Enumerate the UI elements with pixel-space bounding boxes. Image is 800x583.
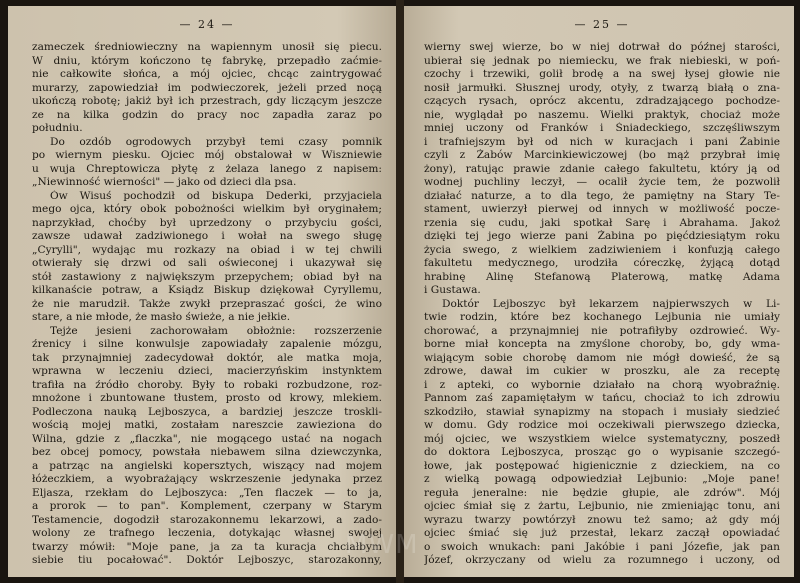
text-line: ojciec śmiał się z żartu, Lejbunio, nie zmieniając tonu, ani [424,500,780,512]
text-line: bez obcej pomocy, powstała niebawem silna dziewczynka, [32,446,382,458]
text-line: ubierał się jednak po niemiecku, we frak niebieski, w poń- [424,54,780,67]
text-line: i trafniejszym był od nich w kuracjach i pani Żabinie [424,135,780,148]
text-line: Doktór Lejboszyc był lekarzem najpierwszych w Li- [442,297,780,310]
text-line: mój ojciec, we wszystkiem wielce systematyczny, poszedł [424,432,780,445]
text-line: stare, a nie młode, że masło świeże, a nie jełkie. [32,311,291,323]
right-page [404,6,794,577]
text-line: czyli z Żabów Marcinkiewiczowej (bo mąż przybrał imię [424,149,780,161]
text-line: twie rodzin, które bez kochanego Lejbunia nie umiały [424,311,780,323]
text-line: do doktora Lejboszyca, prosząc go o wypisanie szczegó- [424,446,780,458]
watermark: MWM [345,530,419,560]
text-line: Józef, okrzyczany od wielu za rozumnego i uczony, od [424,554,780,566]
text-line: mnożone i zbuntowane tłustem, prosto od krowy, mlekiem. [32,392,382,404]
text-line: dzięki tej jego wierze pani Żabina po pięćdziesiątym roku [424,230,780,242]
text-line: W dniu, którym kończono tę fabrykę, przepadło zaćmie- [32,54,382,67]
text-line: kilkanaście potraw, a Ksiądz Biskup dziękował Cyryllemu, [32,284,382,296]
text-line: w domu. Gdy rodzice moi oczekiwali pierwszego dziecka, [424,419,780,431]
text-line: trafiła na źródło choroby. Były to robaki rozbudzone, roz- [32,378,382,391]
text-line: murarzy, zapowiedział im podwieczorek, jeżeli przed noc̨ą [32,81,382,94]
text-line: otwierały się drzwi od sali oświeconej i ukazywał się [32,257,382,269]
text-line: południu. [32,122,83,134]
text-line: po wiernym piesku. Ojciec mój obstalował w Wiszniewie [32,149,382,161]
text-line: tak przynajmniej zadecydował doktór, ale matka moja, [32,351,382,364]
text-line: i z apteki, co wybornie działało na chorą wyobraźnię. [424,378,780,391]
text-line: „Cyrylli", wydając mu rozkazy na obiad i w tej chwili [32,243,382,256]
text-line: zdrowe, dawał im cukier w proszku, ale za receptę [424,365,780,377]
text-line: stament, uwierzył pierwej od innych w możliwość pocze- [424,203,780,215]
page-number: — 25 — [574,18,630,31]
text-line: naprzykład, choćby był uprzedzony o przybyciu gości, [32,216,382,229]
text-line: wiającym sobie chorobę damom nie mógł dowieść, że są [424,351,780,364]
text-line: wprawna w leczeniu dzieci, macierzyńskim instynktem [32,365,382,377]
text-line: stół zastawiony z największym przepychem; obiad był na [32,270,382,283]
text-line: mego ojca, który obok pobożności wielkim był oryginałem; [32,203,382,215]
text-line: ojciec śmiać się już przestał, lekarz zaczął opowiadać [424,527,780,539]
text-line: źrenicy i silne konwulsje zapowiadały zapalenie mózgu, [32,338,382,350]
text-line: wierny swej wierze, bo w niej dotrwał do późnej starości, [424,41,780,53]
text-line: że nie marudził. Także zwykł przepraszać gości, że wino [32,297,382,310]
text-line: wodnej puchliny leczył, — ocalił życie tem, że pozwolił [424,176,780,188]
text-line: a prorok — to pan". Komplement, czerpany w Starym [32,500,382,512]
text-line: życia swego, z wielkiem zadziwieniem i konfuzją całego [424,243,780,256]
text-line: ukończą robotę; jakiż był ich przestrach, gdy liczącym jeszcze [32,95,382,107]
text-line: ze na kilka godzin do pracy noc zapadła zaraz po [32,108,382,121]
text-line: i Gustawa. [424,284,481,296]
text-line: Testamencie, dogodził starozakonnemu lekarzowi, a zado- [32,513,382,526]
text-line: Eljasza, rzekłam do Lejboszyca: „Ten flaczek — to ja, [32,486,382,499]
text-line: o swoich wnukach: pani Jakóbie i pani Józefie, jak pan [424,540,780,553]
page-text [32,41,382,568]
text-line: czochy i trzewiki, golił brodę a na swej łysej głowie nie [424,68,780,80]
text-line: łowe, jak postępować higienicznie z dzieckiem, na co [424,459,780,472]
text-line: Ów Wisuś pochodził od biskupa Dederki, przyjaciela [50,189,382,202]
text-line: u wuja Chreptowicza płytę z żelaza lanego z napisem: [32,162,382,175]
text-line: Do ozdób ogrodowych przybył temi czasy pomnik [50,135,382,148]
text-line: a patrząc na angielski kopersztych, wiszący nad mojem [32,459,382,472]
text-line: chorować, a przynajmniej nie potrafiłyby ozdrowieć. Wy- [424,324,780,337]
page-text [424,41,780,568]
text-line: Tejże jesieni zachorowałam obłożnie: rozszerzenie [50,324,382,337]
page-number: — 24 — [179,18,235,31]
text-line: nie całkowite słońca, a mój ojciec, chcąc zaintrygować [32,68,382,80]
text-line: wością mojej matki, zostałam nareszcie zawieziona do [32,419,382,431]
text-line: rzenia się cudu, jaki spotkał Sarę i Abrahama. Jakoż [424,216,780,229]
text-line: nosił jarmułki. Słusznej urody, otyły, z twarzą białą o zna- [424,81,780,94]
text-line: zawsze udawał zadziwionego i wołał na swego sługę [32,230,382,242]
text-line: wyrazu twarzy powtórzył znowu też samo; aż gdy mój [424,513,780,526]
text-line: mniej uczony od Franków i Śniadeckiego, szczęśliwszym [424,122,780,134]
text-line: szkodziło, stawiał synapizmy na stopach i musiały siedzieć [424,405,780,418]
text-line: hrabinę Alinę Stefanową Platerową, matkę Adama [424,270,780,283]
text-line: Pannom zaś zapamiętałym w tańcu, chociaż to ich zdrowiu [424,392,780,404]
text-line: siebie tiu pocałować". Doktór Lejboszyc, starozakonny, [32,554,382,566]
text-line: nie, wyglądał po naszemu. Wielki praktyk, chociaż może [424,108,780,121]
text-line: fakultetu medycznego, urodziła córeczkę, żyjącą dotąd [424,257,780,269]
text-line: działać naturze, a to dla tego, że pamiętny na Stary Te- [424,189,780,202]
left-page [8,6,396,577]
text-line: czących rysach, oprócz akcentu, zdradzającego pochodze- [424,95,780,107]
book-gutter [396,0,404,583]
text-line: twarzy mówił: "Moje pane, ja za ta kuracja chciałbym [32,540,382,553]
text-line: łóżeczkiem, a wyobrażający wskrzeszenie jedynaka przez [32,473,382,485]
text-line: borne miał koncepta na zmyślone choroby, bo, gdy wma- [424,338,780,350]
text-line: zameczek średniowieczny na wapiennym unosił się piecu. [32,41,382,53]
text-line: Podleczona nauką Lejboszycа, a bardziej jeszcze troskli- [32,405,382,418]
text-line: reguła jeneralne: nie będzie głupie, ale zdrów". Mój [424,486,780,499]
text-line: Wilna, gdzie z „flaczka", nie mogącego ustać na nogach [32,432,382,445]
text-line: żony), ratując prawie zdanie całego fakultetu, który ją od [424,162,780,175]
text-line: z wielką powagą odpowiedział Lejbunio: „Moje pane! [424,473,780,485]
text-line: „Niewinność wierności" — jako od dzieci dla psa. [32,176,297,188]
text-line: wolony ze trafnego leczenia, dotykając własnej swojej [32,527,382,539]
